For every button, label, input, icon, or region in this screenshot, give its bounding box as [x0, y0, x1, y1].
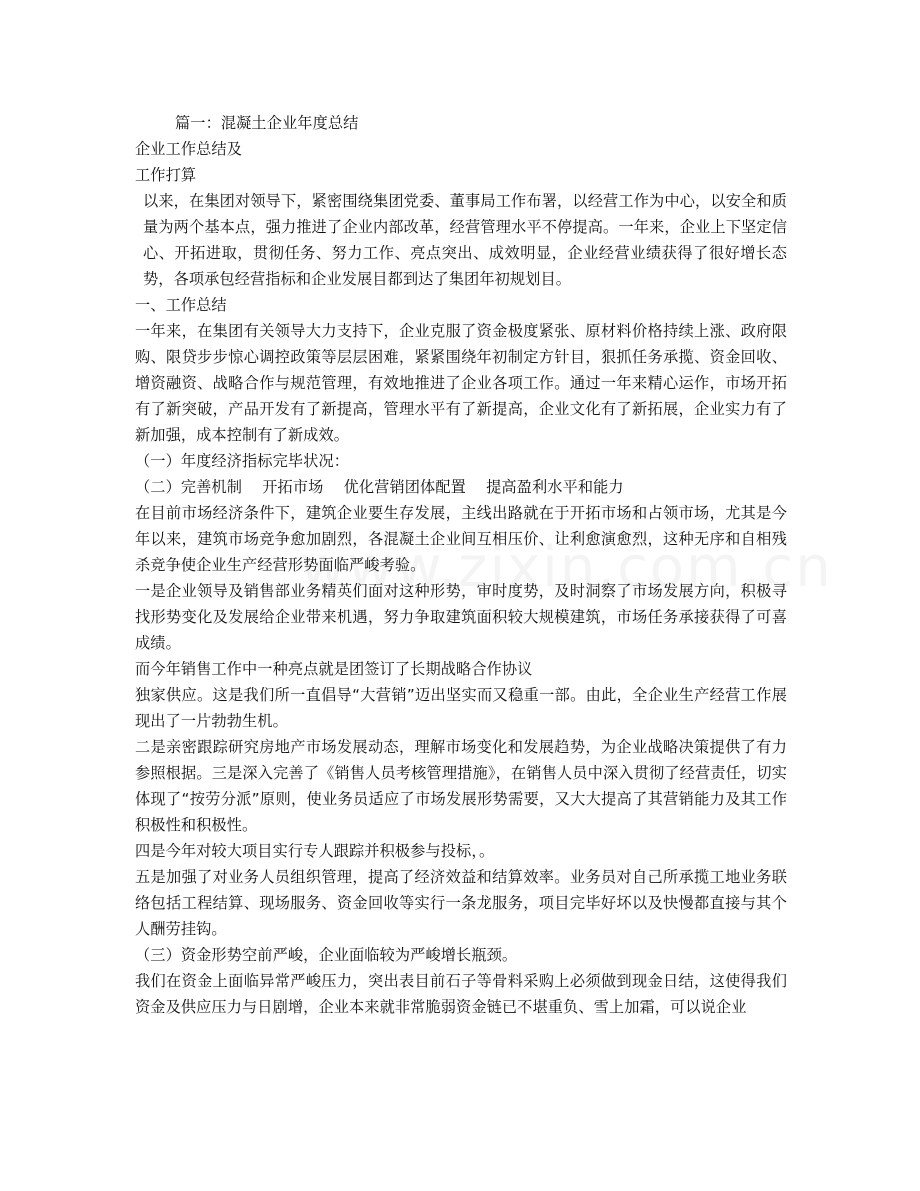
paragraph: 而今年销售工作中一种亮点就是团签订了长期战略合作协议 [135, 660, 533, 678]
paragraph: 在目前市场经济条件下，建筑企业要生存发展，主线出路就在于开拓市场和占领市场，尤其是今年以来，建筑市场竞争愈加剧烈，各混凝土企业间互相压价、让利愈演愈烈，这种无序和自相残杀竞争使企业生产经营形势面临严峻考验。 [135, 504, 787, 574]
paragraph: 四是今年对较大项目实行专人跟踪并积极参与投标，。 [135, 842, 495, 860]
paragraph: 五是加强了对业务人员组织管理，提高了经济效益和结算效率。业务员对自己所承揽工地业务联络包括工程结算、现场服务、资金回收等实行一条龙服务，项目完毕好坏以及快慢都直接与其个人酬劳挂钩。 [135, 868, 787, 938]
subsection-heading: （二）完善机制 开拓市场 优化营销团体配置 提高盈利水平和能力 [135, 478, 624, 496]
heading-line: 工作打算 [135, 166, 197, 184]
intro-paragraph: 以来，在集团对领导下，紧密围绕集团党委、董事局工作布署，以经营工作为中心，以安全和质量为两个基本点，强力推进了企业内部改革，经营管理水平不停提高。一年来，企业上下坚定信心、开拓进取，贯彻任务、努力工作、亮点突出、成效明显，企业经营业绩获得了很好增长态势，各项承包经营指标和企业发展目都到达了集团年初规划目。 [143, 192, 787, 288]
paragraph: 二是亲密跟踪研究房地产市场发展动态，理解市场变化和发展趋势，为企业战略决策提供了有力参照根据。三是深入完善了《销售人员考核管理措施》，在销售人员中深入贯彻了经营责任，切实体现了“按劳分派”原则，使业务员适应了市场发展形势需要，又大大提高了其营销能力及其工作积极性和积极性。 [135, 738, 787, 834]
document-title: 篇一：混凝土企业年度总结 [175, 114, 359, 132]
paragraph: 一年来，在集团有关领导大力支持下，企业克服了资金极度紧张、原材料价格持续上涨、政府限购、限贷步步惊心调控政策等层层困难，紧紧围绕年初制定方针目，狠抓任务承揽、资金回收、增资融资、战略合作与规范管理，有效地推进了企业各项工作。通过一年来精心运作，市场开拓有了新突破，产品开发有了新提高，管理水平有了新提高，企业文化有了新拓展，企业实力有了新加强，成本控制有了新成效。 [135, 322, 787, 444]
document-body [135, 110, 787, 1020]
paragraph: 一是企业领导及销售部业务精英们面对这种形势，审时度势，及时洞察了市场发展方向，积极寻找形势变化及发展给企业带来机遇，努力争取建筑面积较大规模建筑，市场任务承接获得了可喜成绩。 [135, 582, 787, 652]
subsection-heading: （一）年度经济指标完毕状况： [135, 452, 350, 470]
section-heading: 一、工作总结 [135, 296, 227, 314]
paragraph: 我们在资金上面临异常严峻压力，突出表目前石子等骨料采购上必须做到现金日结，这使得我们资金及供应压力与日剧增，企业本来就非常脆弱资金链已不堪重负、雪上加霜，可以说企业 [135, 972, 787, 1016]
heading-line: 企业工作总结及 [135, 140, 243, 158]
paragraph: 独家供应。这是我们所一直倡导“大营销”迈出坚实而又稳重一部。由此，全企业生产经营工作展现出了一片勃勃生机。 [135, 686, 787, 730]
subsection-heading: （三）资金形势空前严峻，企业面临较为严峻增长瓶颈。 [135, 946, 518, 964]
